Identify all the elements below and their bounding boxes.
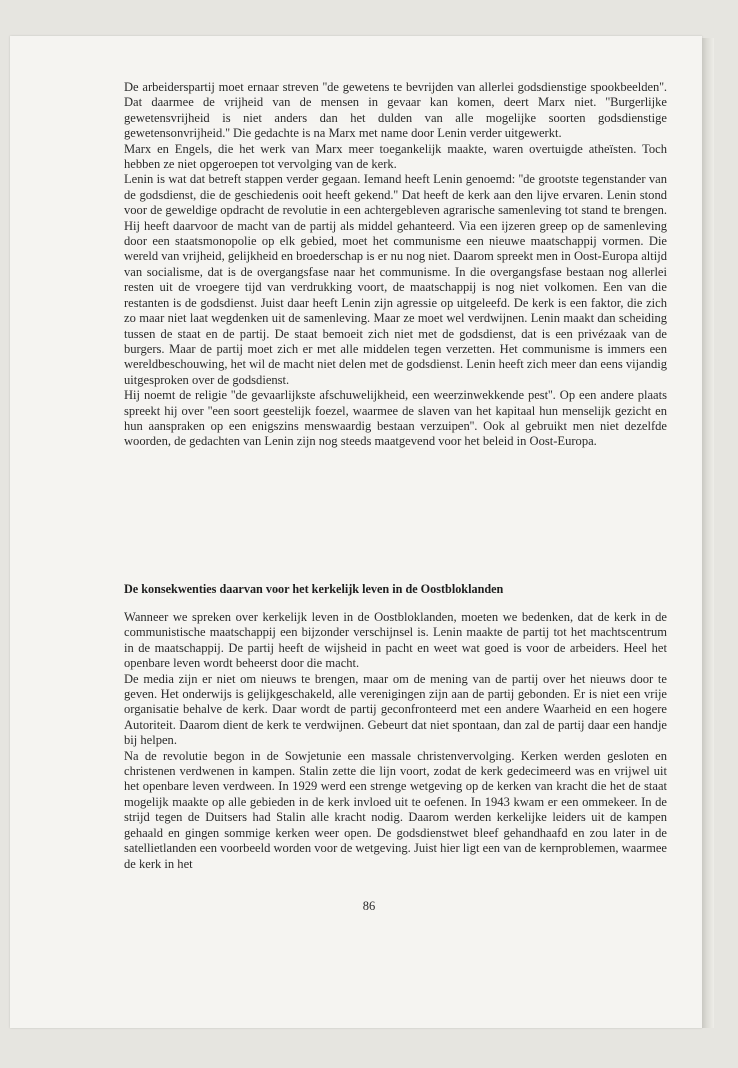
section-heading: De konsekwenties daarvan voor het kerkelijk leven in de Oostbloklanden: [124, 582, 504, 596]
paragraph: Hij noemt de religie ''de gevaarlijkste afschuwelijkheid, een weerzinwekkende pest''. Op een andere plaats spreekt hij over ''een soort geestelijk foezel, waarmee de slaven van het kapitaal hun menselijk gezicht en hun aanspraken op een enigszins menswaardig bestaan verzuipen''. Ook al gebruikt men niet dezelfde woorden, de gedachten van Lenin zijn nog steeds maatgevend voor het beleid in Oost-Europa.: [124, 388, 667, 449]
paragraph: Marx en Engels, die het werk van Marx meer toegankelijk maakte, waren overtuigde atheïsten. Toch hebben ze niet opgeroepen tot vervolging van de kerk.: [124, 141, 667, 172]
section-2-text: [124, 610, 667, 872]
page-number: 86: [362, 899, 376, 913]
page-stack-edge: [702, 38, 714, 1028]
paragraph: De arbeiderspartij moet ernaar streven ''de gewetens te bevrijden van allerlei godsdienstige spookbeelden''. Dat daarmee de vrijheid van de mensen in gevaar kan komen, deert Marx niet. ''Burgerlijke gewetensvrijheid is niet anders dan het dulden van alle mogelijke soorten godsdienstige gewetensonvrijheid.'' Die gedachte is na Marx met name door Lenin verder uitgewerkt.: [124, 80, 667, 141]
paragraph: Na de revolutie begon in de Sowjetunie een massale christenvervolging. Kerken werden gesloten en christenen verdwenen in kampen. Stalin zette die lijn voort, zodat de kerk gedecimeerd was en vrijwel uit het openbare leven verdween. In 1929 werd een strenge wetgeving op de kerken van kracht die het de staat mogelijk maakte op alle gebieden in de kerk invloed uit te oefenen. In 1943 kwam er een ommekeer. In de strijd tegen de Duitsers had Stalin alle kracht nodig. Daarom werden kerkelijke leiders uit de kampen gehaald en gingen sommige kerken weer open. De godsdienstwet bleef gehandhaafd en zou later in de satellietlanden een voorbeeld worden voor de wetgeving. Juist hier ligt een van de kernproblemen, waarmee de kerk in het: [124, 748, 667, 871]
paragraph: Lenin is wat dat betreft stappen verder gegaan. Iemand heeft Lenin genoemd: ''de grootste tegenstander van de godsdienst, die de geschiedenis ooit heeft gekend.'' Dat heeft de kerk aan den lijve ervaren. Lenin stond voor de geweldige opdracht de revolutie in een achtergebleven agrarische samenleving tot stand te brengen. Hij heeft daarvoor de macht van de partij als middel gehanteerd. Via een ijzeren greep op de samenleving door een staatsmonopolie op elk gebied, moet het communisme een nieuwe maatschappij vormen. Die wereld van vrijheid, gelijkheid en broederschap is er nu nog niet. Daarom spreekt men in Oost-Europa altijd van socialisme, dat is de overgangsfase naar het communisme. In die overgangsfase bestaan nog allerlei resten uit de vroegere tijd van verdrukking voort, de maatschappij is nog niet volkomen. Een van die restanten is de godsdienst. Juist daar heeft Lenin zijn agressie op uitgeleefd. De kerk is een faktor, die zich zo maar niet laat wegdenken uit de samenleving. Maar ze moet wel verdwijnen. Lenin maakt dan scheiding tussen de staat en de partij. De staat bemoeit zich niet met de godsdienst, dat is een privézaak van de burgers. Maar de partij moet zich er met alle middelen tegen verzetten. Het communisme is immers een wereldbeschouwing, het wil de macht niet delen met de godsdienst. Lenin heeft zich meer dan eens vijandig uitgesproken over de godsdienst.: [124, 172, 667, 387]
section-1-text: [124, 80, 667, 450]
paragraph: De media zijn er niet om nieuws te brengen, maar om de mening van de partij over het nieuws door te geven. Het onderwijs is gelijkgeschakeld, alle verenigingen zijn aan de partij gebonden. Er is niet een vrije organisatie behalve de kerk. Daar wordt de partij geconfronteerd met een andere Waarheid en een hogere Autoriteit. Daarom dient de kerk te verdwijnen. Gebeurt dat niet spontaan, dan zal de partij daar een handje bij helpen.: [124, 671, 667, 748]
paragraph: Wanneer we spreken over kerkelijk leven in de Oostbloklanden, moeten we bedenken, dat de kerk in de communistische maatschappij een bijzonder verschijnsel is. Lenin maakte de partij tot het machtscentrum in de maatschappij. De partij heeft de wijsheid in pacht en weet wat goed is voor de arbeiders. Heel het openbare leven wordt beheerst door die macht.: [124, 610, 667, 671]
